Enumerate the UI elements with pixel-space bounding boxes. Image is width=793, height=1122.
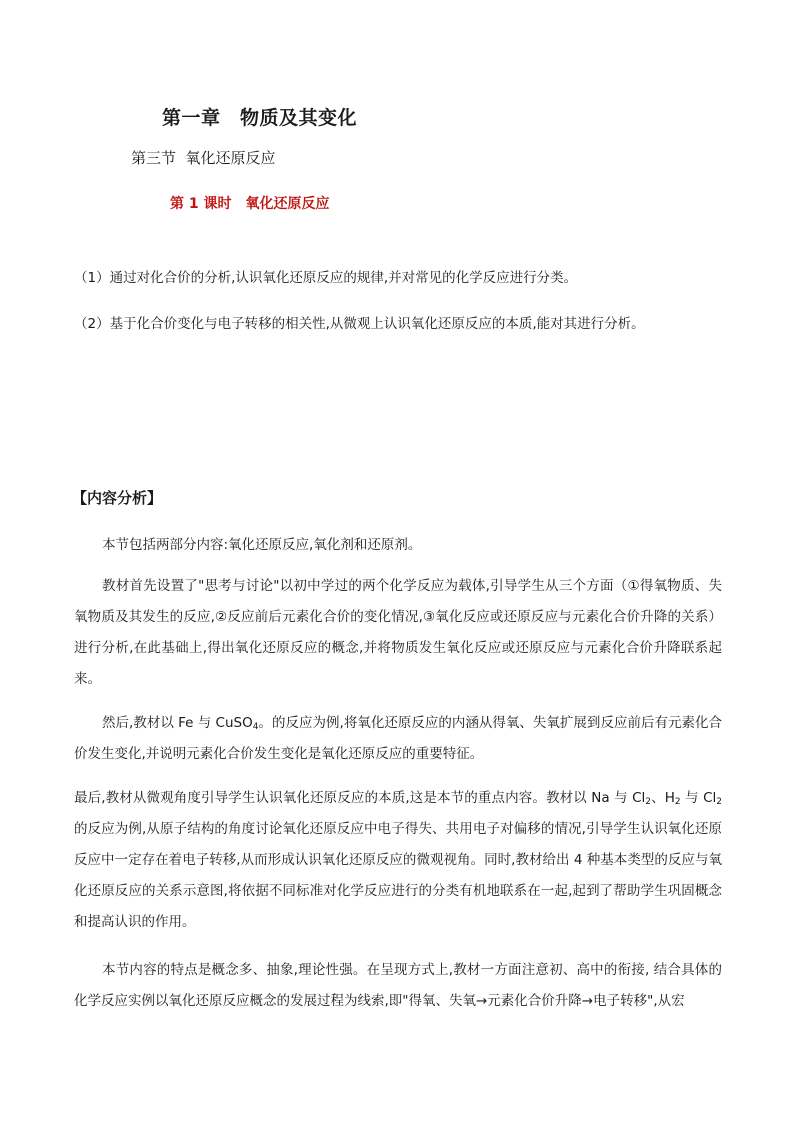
paragraph-think-discuss: 教材首先设置了"思考与讨论"以初中学过的两个化学反应为载体,引导学生从三个方面（①得氧物质、失氧物质及其发生的反应,②反应前后元素化合价的变化情况,③氧化反应或还原反应与元素化合价升降的关系）进行分析,在此基础上,得出氧化还原反应的概念,并将物质发生氧化反应或还原反应与元素化合价升降联系起来。: [74, 578, 722, 687]
content-analysis-heading: 【内容分析】: [72, 489, 163, 507]
paragraph-fe-cuso4: 然后,教材以 Fe 与 CuSO$_4$。的反应为例,将氧化还原反应的内涵从得氧、失氧扩展到反应前后有元素化合价发生变化,并说明元素化合价发生变化是氧化还原反应的重要特征。: [74, 715, 722, 762]
paragraph-characteristics: 本节内容的特点是概念多、抽象,理论性强。在呈现方式上,教材一方面注意初、高中的衔接, 结合具体的化学反应实例以氧化还原反应概念的发展过程为线索,即"得氧、失氧→元素化合价升降→电子转移",从宏: [74, 962, 722, 1009]
learning-objective: （1）通过对化合价的分析,认识氧化还原反应的规律,并对常见的化学反应进行分类。: [74, 270, 578, 286]
chapter-title: 第一章 物质及其变化: [162, 107, 358, 129]
learning-objective: （2）基于化合价变化与电子转移的相关性,从微观上认识氧化还原反应的本质,能对其进行分析。: [74, 316, 645, 332]
section-title: 第三节 氧化还原反应: [131, 149, 276, 167]
paragraph-overview: 本节包括两部分内容:氧化还原反应,氧化剂和还原剂。: [102, 537, 422, 553]
lesson-title: 第 1 课时 氧化还原反应: [170, 196, 330, 212]
paragraph-micro-essence: 最后,教材从微观角度引导学生认识氧化还原反应的本质,这是本节的重点内容。教材以 Na 与 $Cl_2$、$H_2$ 与 $Cl_2$的反应为例,从原子结构的角度讨论氧化还原反应中电子得失、共用电子对偏移的情况,引导学生认识氧化还原反应中一定存在着电子转移,从而形成认识氧化还原反应的微观视角。同时,教材给出 4 种基本类型的反应与氧化还原反应的关系示意图,将依据不同标准对化学反应进行的分类有机地联系在一起,起到了帮助学生巩固概念和提高认识的作用。: [74, 790, 723, 930]
